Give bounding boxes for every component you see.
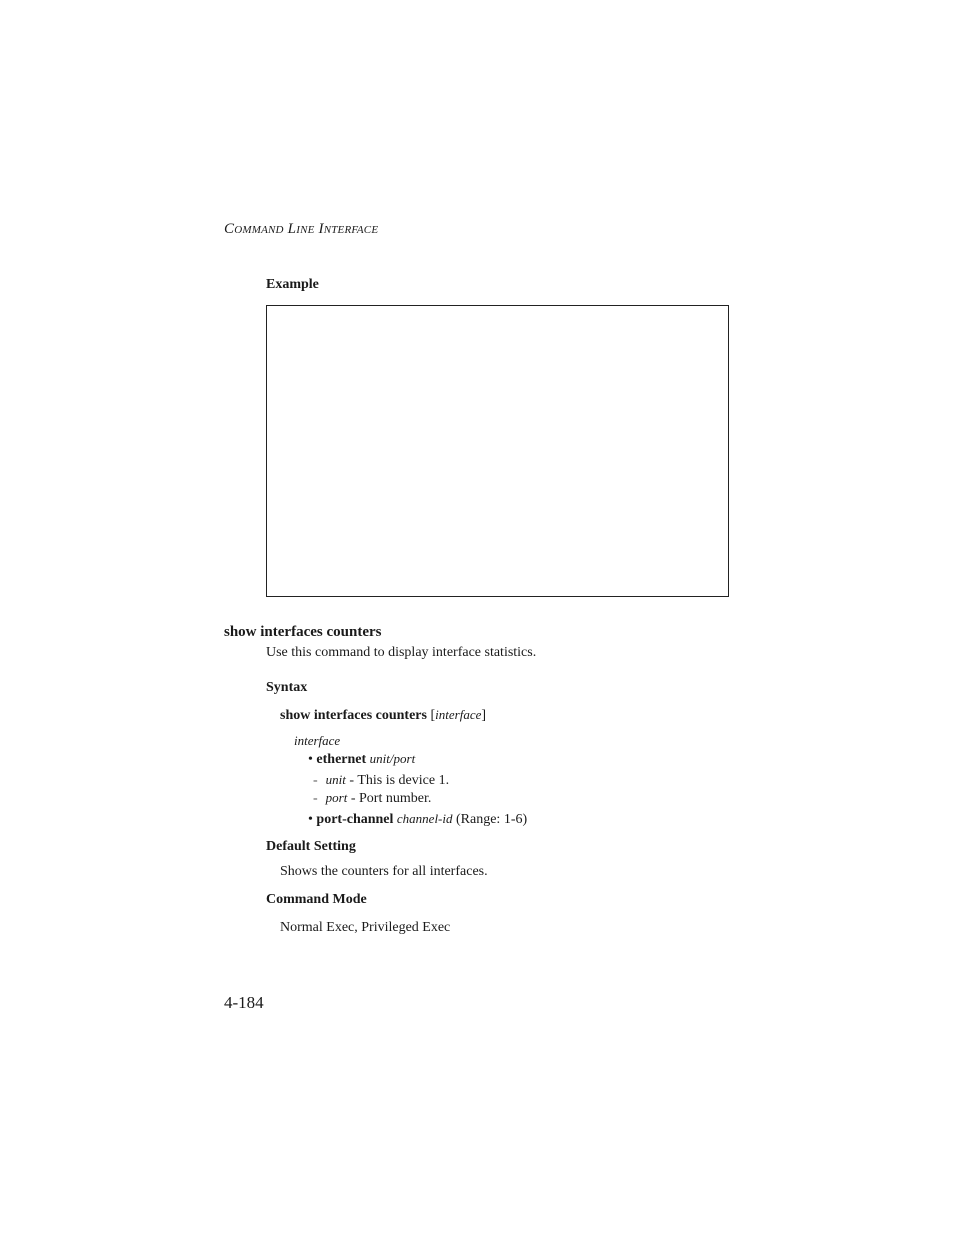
sub-option-port	[313, 790, 431, 807]
option-argument: channel-id	[396, 811, 453, 826]
param-name: interface	[294, 733, 341, 748]
bullet-icon: •	[308, 812, 313, 827]
header-smallcaps: INE	[296, 224, 315, 236]
bullet-icon: •	[308, 752, 313, 767]
default-setting-text: Shows the counters for all interfaces.	[280, 864, 488, 879]
command-title: show interfaces counters	[224, 624, 382, 640]
dash-icon: -	[313, 791, 318, 806]
example-box	[266, 305, 729, 597]
header-letter: L	[287, 221, 297, 237]
syntax-open-bracket: [	[430, 708, 436, 723]
syntax-argument: interface	[435, 707, 482, 722]
option-keyword: ethernet	[316, 752, 367, 767]
param-option-ethernet	[308, 751, 415, 768]
sub-option-desc: - Port number.	[347, 791, 432, 806]
running-header	[224, 221, 378, 238]
header-letter: I	[318, 221, 324, 237]
header-smallcaps: NTERFACE	[323, 224, 379, 236]
example-heading: Example	[266, 277, 319, 292]
header-letter: C	[224, 221, 235, 237]
default-setting-heading: Default Setting	[266, 839, 356, 854]
sub-option-name: unit	[325, 772, 346, 787]
syntax-command: show interfaces counters	[280, 708, 427, 723]
option-range: (Range: 1-6)	[456, 812, 528, 827]
syntax-close-bracket: ]	[481, 708, 487, 723]
command-mode-text: Normal Exec, Privileged Exec	[280, 920, 451, 935]
option-keyword: port-channel	[316, 812, 394, 827]
dash-icon: -	[313, 773, 318, 788]
syntax-line	[280, 707, 486, 724]
command-mode-heading: Command Mode	[266, 892, 367, 907]
sub-option-name: port	[325, 790, 348, 805]
option-argument: unit/port	[369, 751, 416, 766]
syntax-heading: Syntax	[266, 680, 308, 695]
command-description: Use this command to display interface statistics.	[266, 645, 537, 660]
sub-option-unit	[313, 772, 449, 789]
page-number: 4-184	[224, 993, 264, 1012]
header-smallcaps: OMMAND	[234, 224, 284, 236]
param-option-port-channel	[308, 811, 527, 828]
sub-option-desc: - This is device 1.	[345, 773, 450, 788]
